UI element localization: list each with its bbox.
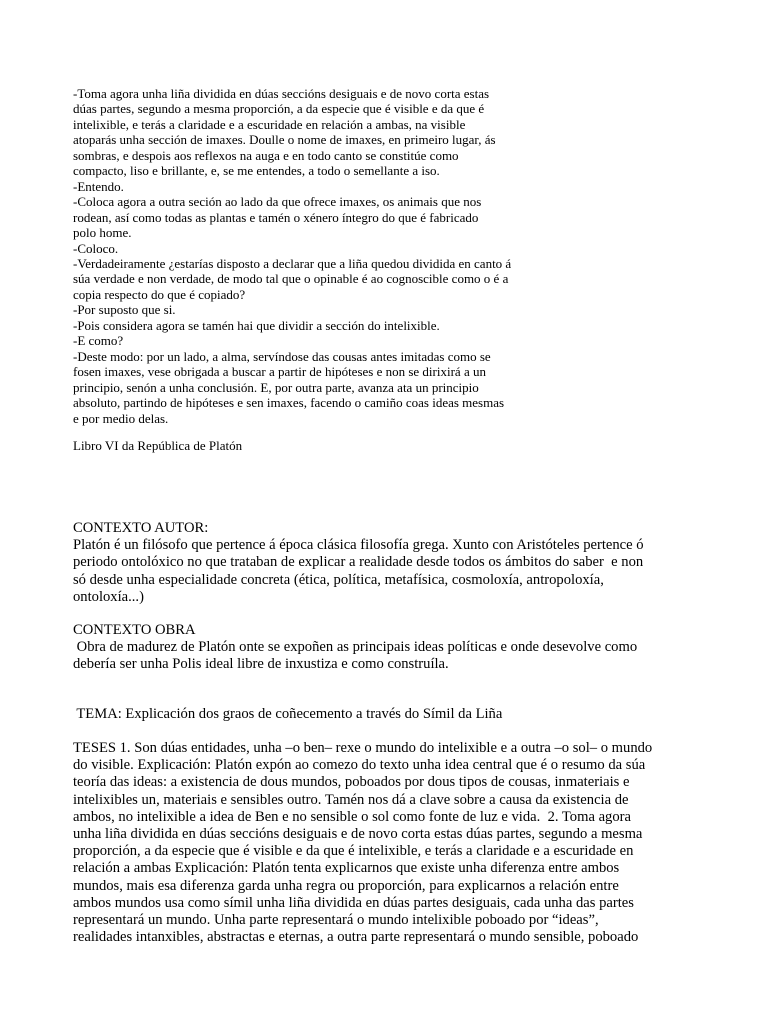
quote-line: -Coloca agora a outra seción ao lado da que ofrece imaxes, os animais que nos bbox=[73, 194, 482, 210]
quote-source: Libro VI da República de Platón bbox=[73, 438, 243, 453]
theme-section bbox=[73, 706, 703, 723]
quote-line: absoluto, partindo de hipóteses e sen imaxes, facendo o camiño coas ideas mesmas bbox=[73, 395, 505, 411]
section-heading: TEMA: Explicación dos graos de coñecemento a través do Símil da Liña bbox=[73, 706, 503, 722]
paragraph-line: ontoloxía...) bbox=[73, 588, 144, 605]
quote-line: e por medio delas. bbox=[73, 410, 169, 426]
paragraph-line: debería ser unha Polis ideal libre de inxustiza e como construíla. bbox=[73, 656, 449, 673]
quote-line: -Pois considera agora se tamén hai que dividir a sección do intelixible. bbox=[73, 317, 440, 333]
paragraph-line: teoría das ideas: a existencia de dous mundos, poboados por dous tipos de cousas, inmateriais e bbox=[73, 774, 630, 791]
paragraph-line: relación a ambas Explicación: Platón tenta explicarnos que existe unha diferenza entre ambos bbox=[73, 860, 620, 877]
quote-line: copia respecto do que é copiado? bbox=[73, 286, 246, 302]
paragraph-line: unha liña dividida en dúas seccións desiguais e de novo corta estas dúas partes, segundo a mesma bbox=[73, 826, 643, 843]
paragraph-line: só desde unha especialidade concreta (ética, política, metafísica, cosmoloxía, antropoloxía, bbox=[73, 571, 604, 588]
quote-line: -E como? bbox=[73, 333, 124, 349]
quote-line: intelixible, e terás a claridade e a escuridade en relación a ambas, na visible bbox=[73, 116, 466, 132]
quote-line: -Por suposto que si. bbox=[73, 302, 176, 318]
quote-line: -Verdadeiramente ¿estarías disposto a declarar que a liña quedou dividida en canto á bbox=[73, 255, 512, 271]
paragraph-line: Platón é un filósofo que pertence á época clásica filosofía grega. Xunto con Aristóteles pertence ó bbox=[73, 537, 644, 554]
quote-line: compacto, liso e brillante, e, se me entendes, a todo o semellante a iso. bbox=[73, 163, 440, 179]
paragraph-line: periodo ontolóxico no que trataban de explicar a realidade desde todos os ámbitos do saber e non bbox=[73, 554, 644, 571]
context-work-section bbox=[73, 622, 703, 674]
quote-line: rodean, así como todas as plantas e tamén o xénero íntegro do que é fabricado bbox=[73, 209, 479, 225]
quote-line: -Coloco. bbox=[73, 240, 119, 256]
paragraph-line: TESES 1. Son dúas entidades, unha –o ben– rexe o mundo do intelixible e a outra –o sol– o mundo bbox=[73, 740, 653, 756]
quote-block bbox=[73, 86, 563, 426]
quote-line: principio, senón a unha conclusión. E, por outra parte, avanza ata un principio bbox=[73, 379, 479, 395]
paragraph-line: ambos, no intelixible a idea de Ben e no sensible o sol como fonte de luz e vida. 2. Toma agora bbox=[73, 808, 631, 825]
quote-line: súa verdade e non verdade, de modo tal que o opinable é ao cognoscible como o é a bbox=[73, 271, 509, 287]
paragraph-line: realidades intanxibles, abstractas e eternas, a outra parte representará o mundo sensible, poboado bbox=[73, 929, 639, 946]
quote-line: atoparás unha sección de imaxes. Doulle o nome de imaxes, en primeiro lugar, ás bbox=[73, 132, 496, 148]
paragraph-line: intelixibles un, materiais e sensibles outro. Tamén nos dá a clave sobre a causa da existencia de bbox=[73, 791, 629, 808]
quote-line: fosen imaxes, vese obrigada a buscar a partir de hipóteses e non se dirixirá a un bbox=[73, 364, 486, 380]
paragraph-line: proporción, a da especie que é visible e da que é intelixible, e terás a claridade e a escuridade en bbox=[73, 843, 634, 860]
theses-section bbox=[73, 740, 703, 946]
quote-line: -Deste modo: por un lado, a alma, servíndose das cousas antes imitadas como se bbox=[73, 348, 491, 364]
quote-line: sombras, e despois aos reflexos na auga e en todo canto se constitúe como bbox=[73, 147, 459, 163]
paragraph-line: representará un mundo. Unha parte representará o mundo intelixible poboado por “ideas”, bbox=[73, 912, 599, 929]
paragraph-line: Obra de madurez de Platón onte se expoñen as principais ideas políticas e onde desevolve como bbox=[73, 639, 638, 656]
quote-line: -Toma agora unha liña dividida en dúas seccións desiguais e de novo corta estas bbox=[73, 86, 490, 101]
section-heading: CONTEXTO OBRA bbox=[73, 622, 196, 638]
paragraph-line: ambos mundos usa como símil unha liña dividida en dúas partes desiguais, cada unha das partes bbox=[73, 894, 634, 911]
paragraph-line: do visible. Explicación: Platón expón ao comezo do texto unha idea central que é o resumo da súa bbox=[73, 757, 646, 774]
quote-line: -Entendo. bbox=[73, 178, 124, 194]
context-author-section bbox=[73, 520, 703, 606]
section-heading: CONTEXTO AUTOR: bbox=[73, 520, 209, 536]
paragraph-line: mundos, mais esa diferenza garda unha regra ou proporción, para explicarnos a relación entre bbox=[73, 877, 619, 894]
quote-line: polo home. bbox=[73, 225, 132, 241]
quote-line: dúas partes, segundo a mesma proporción, a da especie que é visible e da que é bbox=[73, 101, 485, 117]
